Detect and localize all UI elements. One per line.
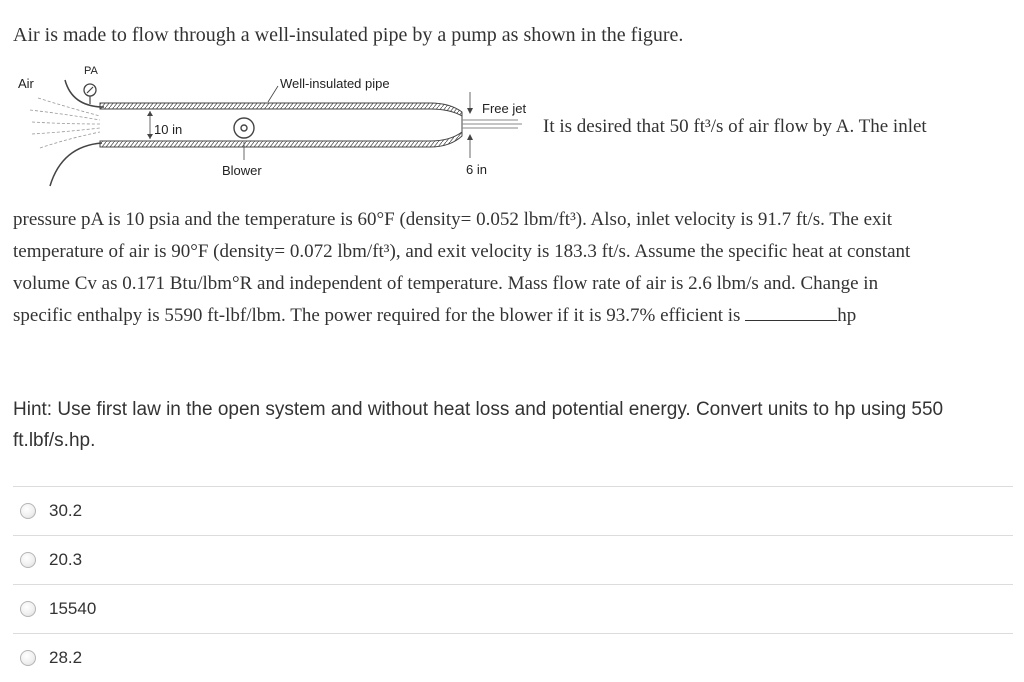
option-label: 20.3 [49,550,83,569]
question-line: pressure pA is 10 psia and the temperature is 60°F (density= 0.052 lbm/ft³). Also, inlet velocity is 91.7 ft/s. The exit [13,209,893,230]
label-10-in: 10 in [154,122,183,137]
question-line: specific enthalpy is 5590 ft-lbf/lbm. The power required for the blower if it is 93.7% efficient is [13,305,741,326]
option-label: 30.2 [49,501,83,520]
option-4[interactable] [13,633,1013,682]
option-2[interactable] [13,535,1013,584]
radio-button[interactable] [20,552,36,568]
label-6-in: 6 in [466,162,487,177]
radio-button[interactable] [20,601,36,617]
radio-button[interactable] [20,650,36,666]
hint-text: Hint: Use first law in the open system and without heat loss and potential energy. Convert units to hp using 550 ft.lbf/s.hp. [13,399,944,451]
option-label: 15540 [49,599,97,618]
question-intro: Air is made to flow through a well-insulated pipe by a pump as shown in the figure. [13,24,684,46]
option-1[interactable] [13,486,1013,535]
question-paragraph [13,204,1013,332]
pipe-figure [10,62,540,190]
pipe-top-wall [100,103,462,116]
answer-unit: hp [837,305,857,326]
option-3[interactable] [13,584,1013,633]
answer-blank [745,304,837,321]
question-line-last [13,300,1013,332]
radio-button[interactable] [20,503,36,519]
option-label: 28.2 [49,648,83,667]
question-line: temperature of air is 90°F (density= 0.072 lbm/ft³), and exit velocity is 183.3 ft/s. Assume the specific heat at constant [13,241,911,262]
question-right-text: It is desired that 50 ft³/s of air flow by A. The inlet [543,116,927,137]
question-line: volume Cv as 0.171 Btu/lbm°R and independent of temperature. Mass flow rate of air is 2.6 lbm/s and. Change in [13,273,879,294]
label-pa: PA [84,65,98,77]
label-well-insulated-pipe: Well-insulated pipe [280,76,390,91]
label-free-jet: Free jet [482,101,527,116]
label-blower: Blower [222,163,262,178]
inlet-bottom-wall [50,143,102,186]
label-air: Air [18,76,34,91]
answer-options [13,486,1013,682]
